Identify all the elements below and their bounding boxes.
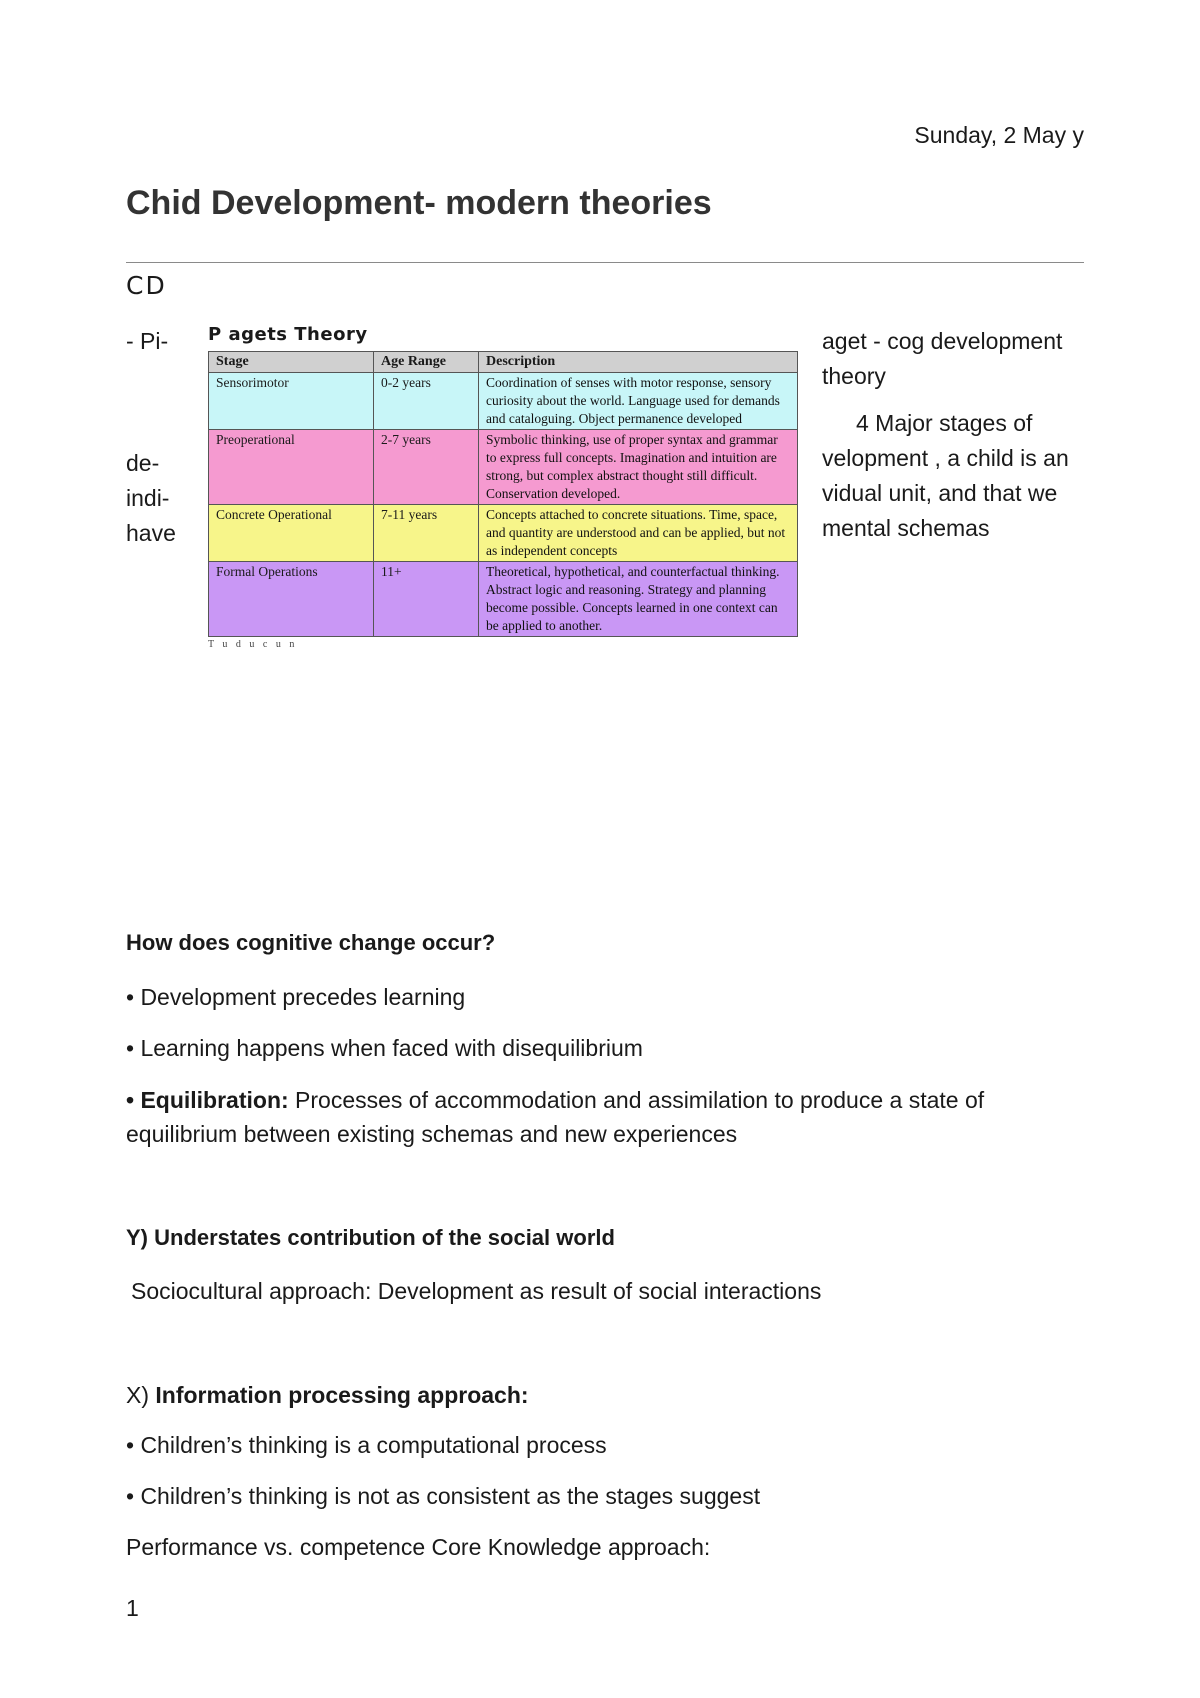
- section-label: CD: [126, 271, 167, 300]
- header-age-range: Age Range: [374, 352, 479, 373]
- list-item: • Children’s thinking is a computational process: [126, 1432, 607, 1458]
- age-cell: 7-11 years: [374, 505, 479, 562]
- equilibration-term: • Equilibration:: [126, 1087, 289, 1113]
- intro-left-fragments: de- indi- have: [126, 450, 176, 546]
- intro-left-fragment: - Pi-: [126, 328, 169, 354]
- list-item: • Development precedes learning: [126, 984, 466, 1010]
- info-processing-heading-line: [126, 1378, 529, 1412]
- intro-line: mental schemas: [822, 515, 990, 541]
- stage-cell: Concrete Operational: [209, 505, 374, 562]
- intro-line: velopment , a child is an: [822, 445, 1069, 471]
- sociocultural-text: Sociocultural approach: Development as result of social interactions: [131, 1278, 822, 1304]
- table-row: [209, 505, 798, 562]
- list-item: • Children’s thinking is not as consistent as the stages suggest: [126, 1483, 761, 1509]
- description-cell: Theoretical, hypothetical, and counterfactual thinking. Abstract logic and reasoning. Strategy and planning become possible. Concepts learned in one context can be applied to another.: [479, 562, 798, 637]
- closing-line: Performance vs. competence Core Knowledge approach:: [126, 1534, 711, 1560]
- document-date: Sunday, 2 May y: [914, 122, 1084, 148]
- description-cell: Concepts attached to concrete situations. Time, space, and quantity are understood and can be applied, but not as independent concepts: [479, 505, 798, 562]
- description-cell: Symbolic thinking, use of proper syntax and grammar to express full concepts. Imagination and intuition are strong, but complex abstract thought still difficult. Conservation developed.: [479, 430, 798, 505]
- list-item: • Learning happens when faced with disequilibrium: [126, 1035, 643, 1061]
- intro-line: 4 Major stages of: [856, 410, 1033, 436]
- stage-cell: Sensorimotor: [209, 373, 374, 430]
- table-row: [209, 430, 798, 505]
- age-cell: 0-2 years: [374, 373, 479, 430]
- table-header-row: [209, 352, 798, 373]
- table-row: [209, 373, 798, 430]
- heading-prefix: X): [126, 1382, 156, 1408]
- cognitive-change-heading: How does cognitive change occur?: [126, 930, 496, 955]
- social-world-heading: Y) Understates contribution of the social world: [126, 1225, 615, 1250]
- equilibration-definition: Processes of accommodation and assimilation to produce a state of equilibrium between existing schemas and new experiences: [126, 1087, 985, 1147]
- intro-line: aget - cog development theory: [822, 328, 1063, 389]
- age-cell: 11+: [374, 562, 479, 637]
- page-title: Chid Development- modern theories: [126, 184, 712, 222]
- intro-right-text: [822, 324, 1092, 546]
- figure-caption: T u d u c u n: [208, 639, 298, 650]
- header-description: Description: [479, 352, 798, 373]
- piaget-stages-table: [208, 351, 798, 637]
- figure-title: P agets Theory: [208, 324, 368, 345]
- intro-line: vidual unit, and that we: [822, 480, 1058, 506]
- header-stage: Stage: [209, 352, 374, 373]
- list-item-equilibration: [126, 1083, 1066, 1151]
- stage-cell: Formal Operations: [209, 562, 374, 637]
- age-cell: 2-7 years: [374, 430, 479, 505]
- title-divider: [126, 262, 1084, 263]
- piaget-theory-figure: [208, 324, 800, 650]
- description-cell: Coordination of senses with motor response, sensory curiosity about the world. Language used for demands and cataloguing. Object permanence developed: [479, 373, 798, 430]
- stage-cell: Preoperational: [209, 430, 374, 505]
- page-number: 1: [126, 1595, 139, 1621]
- info-processing-heading: Information processing approach:: [155, 1382, 529, 1408]
- table-row: [209, 562, 798, 637]
